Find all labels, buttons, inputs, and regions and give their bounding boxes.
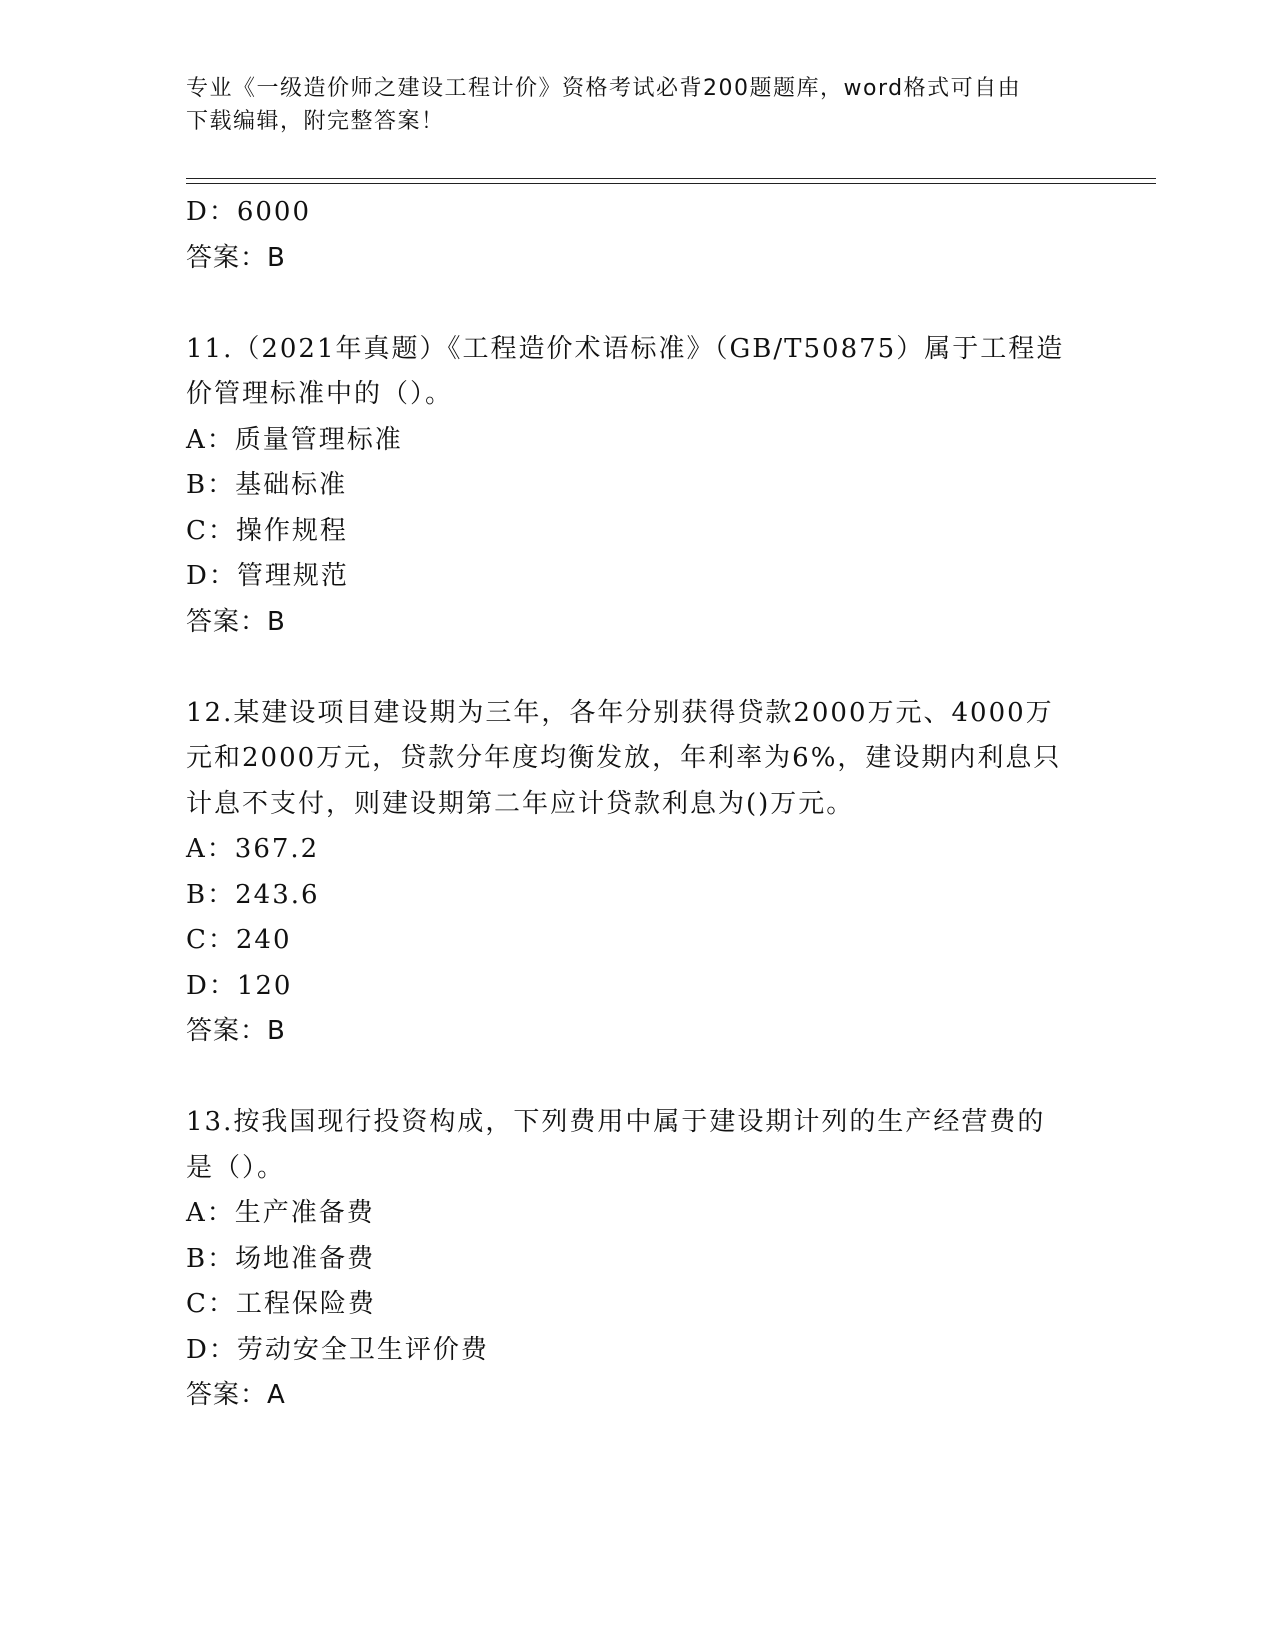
option-b: B：基础标准 — [186, 470, 348, 500]
header-line-1: 专业《一级造价师之建设工程计价》资格考试必背200题题库，word格式可自由 — [186, 76, 1022, 101]
question-stem-line: 是（）。 — [186, 1152, 286, 1183]
option-c: C：操作规程 — [186, 515, 348, 546]
question-list — [186, 190, 1086, 1419]
q10-option-d: D：6000 — [186, 197, 312, 227]
question-stem-line: 价管理标准中的（）。 — [186, 379, 454, 409]
header-divider-bottom — [186, 183, 1156, 184]
question-stem-line: 计息不支付，则建设期第二年应计贷款利息为()万元。 — [186, 788, 855, 819]
question-stem-line: 13.按我国现行投资构成，下列费用中属于建设期计列的生产经营费的 — [186, 1107, 1046, 1137]
option-a: A：质量管理标准 — [186, 424, 403, 455]
question-12 — [186, 691, 1086, 1055]
option-c: C：工程保险费 — [186, 1289, 376, 1319]
document-header — [186, 72, 1086, 138]
question-stem-line: 元和2000万元，贷款分年度均衡发放，年利率为6%，建设期内利息只 — [186, 743, 1062, 773]
option-b: B：243.6 — [186, 879, 320, 910]
question-stem-line: 11.（2021年真题）《工程造价术语标准》（GB/T50875）属于工程造 — [186, 333, 1065, 364]
option-d: D：管理规范 — [186, 561, 349, 591]
answer: 答案：B — [186, 1016, 286, 1046]
answer: 答案：A — [186, 1380, 286, 1410]
spacer — [186, 645, 1086, 691]
option-d: D：120 — [186, 970, 293, 1001]
option-d: D：劳动安全卫生评价费 — [186, 1334, 489, 1365]
header-divider-top — [186, 178, 1156, 179]
q10-answer: 答案：B — [186, 242, 286, 273]
spacer — [186, 1055, 1086, 1101]
option-b: B：场地准备费 — [186, 1243, 376, 1274]
option-a: A：生产准备费 — [186, 1198, 375, 1228]
question-13 — [186, 1100, 1086, 1419]
answer: 答案：B — [186, 606, 286, 637]
header-line-2: 下载编辑，附完整答案！ — [186, 109, 445, 134]
spacer — [186, 281, 1086, 327]
option-c: C：240 — [186, 925, 292, 955]
question-stem-line: 12.某建设项目建设期为三年，各年分别获得贷款2000万元、4000万 — [186, 697, 1054, 728]
option-a: A：367.2 — [186, 834, 320, 864]
question-11 — [186, 327, 1086, 646]
